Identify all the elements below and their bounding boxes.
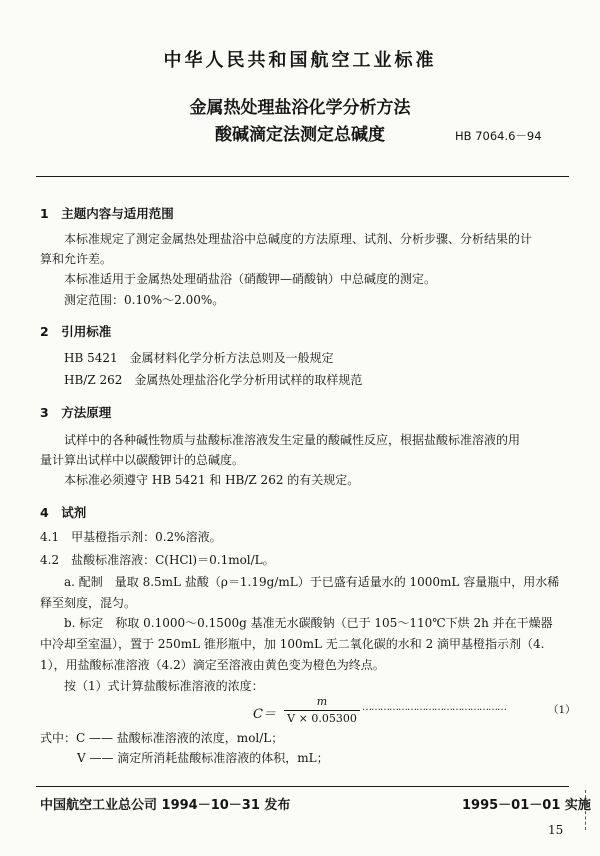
where-c: 式中：C —— 盐酸标准溶液的浓度，mol/L；: [40, 731, 284, 745]
scan-edge-mark: [585, 790, 586, 830]
where-v: V —— 滴定所消耗盐酸标准溶液的体积，mL；: [77, 751, 329, 765]
standard-code: HB 7064.6－94: [455, 129, 542, 143]
section-3-para-1a: 试样中的各种碱性物质与盐酸标准溶液发生定量的酸碱性反应，根据盐酸标准溶液的用: [64, 433, 521, 447]
standard-title-line2: 酸碱滴定法测定总碱度: [215, 125, 385, 145]
formula-numerator: m: [316, 695, 328, 708]
effective-date: 1995－01－01 实施: [462, 798, 591, 813]
preparation-line-2: 释至刻度，混匀。: [40, 596, 137, 610]
section-1-para-1a: 本标准规定了测定金属热处理盐浴中总碱度的方法原理、试剂、分析步骤、分析结果的计: [64, 232, 533, 246]
footer-rule: [36, 786, 569, 787]
header-rule: [36, 176, 569, 177]
calibration-line-2: 中冷却至室温），置于 250mL 锥形瓶中，加 100mL 无二氧化碳的水和 2 滴甲基橙指示剂（4.: [40, 637, 545, 651]
formula-intro: 按（1）式计算盐酸标准溶液的浓度：: [64, 679, 264, 693]
page-number: 15: [548, 823, 564, 837]
section-1-para-2: 本标准适用于金属热处理硝盐浴（硝酸钾—硝酸钠）中总碱度的测定。: [64, 272, 437, 286]
reagent-4-1: 4.1 甲基橙指示剂：0.2%溶液。: [40, 530, 222, 544]
section-3-para-2: 本标准必须遵守 HB 5421 和 HB/Z 262 的有关规定。: [64, 473, 360, 487]
section-1-para-3: 测定范围：0.10%～2.00%。: [64, 293, 225, 307]
formula-number: （1）: [548, 704, 576, 716]
formula-denominator: V × 0.05300: [287, 712, 357, 725]
section-4-heading: 4 试剂: [40, 505, 87, 520]
formula-leader-dots: …………………………………………: [362, 702, 506, 713]
agency-title: 中华人民共和国航空工业标准: [163, 50, 437, 71]
section-1-heading: 1 主题内容与适用范围: [40, 206, 174, 221]
formula-lhs: C＝: [253, 707, 276, 722]
reference-hbz262: HB/Z 262 金属热处理盐浴化学分析用试样的取样规范: [64, 373, 363, 387]
formula-fraction-bar: [284, 710, 360, 711]
preparation-line-1: a. 配制 量取 8.5mL 盐酸（ρ＝1.19g/mL）于已盛有适量水的 1000mL 容量瓶中，用水稀: [64, 575, 560, 589]
section-3-para-1b: 量计算出试样中以碳酸钾计的总碱度。: [40, 453, 245, 467]
standard-title-line1: 金属热处理盐浴化学分析方法: [189, 98, 411, 118]
calibration-line-1: b. 标定 称取 0.1000～0.1500g 基准无水碳酸钠（已于 105～110℃下烘 2h 并在干燥器: [64, 616, 553, 630]
section-2-heading: 2 引用标准: [40, 324, 112, 339]
issue-date: 中国航空工业总公司 1994－10－31 发布: [40, 798, 291, 813]
section-1-para-1b: 算和允许差。: [40, 252, 113, 266]
reagent-4-2: 4.2 盐酸标准溶液：C(HCl)＝0.1mol/L。: [40, 553, 275, 567]
section-3-heading: 3 方法原理: [40, 405, 112, 420]
calibration-line-3: 1），用盐酸标准溶液（4.2）滴定至溶液由黄色变为橙色为终点。: [40, 658, 385, 672]
reference-hb5421: HB 5421 金属材料化学分析方法总则及一般规定: [64, 351, 334, 365]
